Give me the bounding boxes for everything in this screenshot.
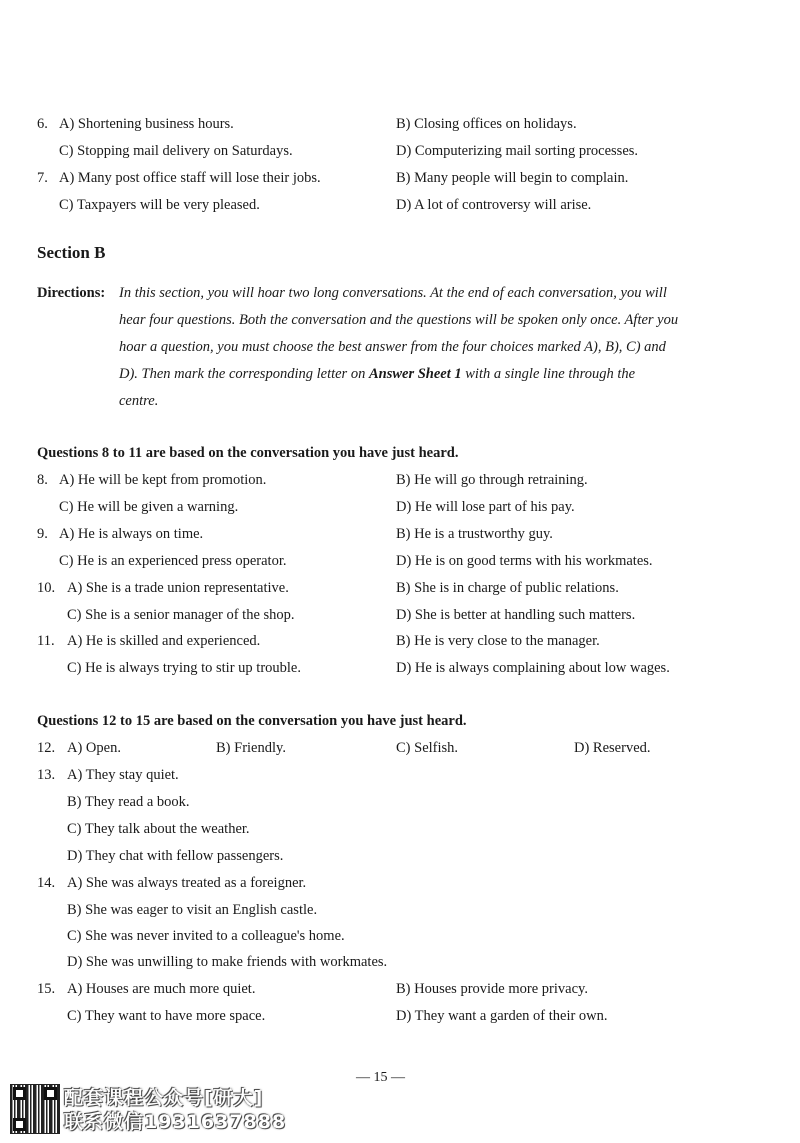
directions-text: hoar a question, you must choose the best answer from the four choices marked A), B), C) and — [119, 339, 666, 355]
question-number: 9. — [37, 526, 48, 542]
directions-text-post: with a single line through the — [461, 366, 636, 382]
directions-text-pre: D). Then mark the corresponding letter on — [119, 366, 369, 382]
option-d: D) He will lose part of his pay. — [396, 499, 575, 515]
option-b: B) Many people will begin to complain. — [396, 170, 629, 186]
option-c: C) She is a senior manager of the shop. — [67, 607, 295, 623]
option-c: C) She was never invited to a colleague's home. — [67, 928, 345, 944]
watermark-line: 联系微信1931637888 — [64, 1111, 287, 1133]
directions-text: In this section, you will hoar two long conversations. At the end of each conversation, you will — [119, 285, 667, 301]
option-d: D) She is better at handling such matters. — [396, 607, 636, 623]
option-b: B) She is in charge of public relations. — [396, 580, 619, 596]
option-d: D) Reserved. — [574, 740, 651, 756]
question-number: 11. — [37, 633, 55, 649]
directions-text — [119, 366, 635, 383]
option-b: B) He will go through retraining. — [396, 472, 588, 488]
section-title: Section B — [37, 243, 106, 262]
directions-text: centre. — [119, 393, 159, 409]
option-c: C) He will be given a warning. — [59, 499, 239, 515]
option-a: A) He is always on time. — [59, 526, 204, 542]
option-a: A) Shortening business hours. — [59, 116, 234, 132]
option-b: B) Friendly. — [216, 740, 286, 756]
option-c: C) They want to have more space. — [67, 1008, 266, 1024]
qr-code-icon — [10, 1084, 60, 1134]
answer-sheet-ref: Answer Sheet 1 — [368, 366, 462, 382]
option-d: D) They want a garden of their own. — [396, 1008, 608, 1024]
option-b: B) Houses provide more privacy. — [396, 981, 588, 997]
option-c: C) Stopping mail delivery on Saturdays. — [59, 143, 293, 159]
directions-text: hear four questions. Both the conversation and the questions will be spoken only once. After you — [119, 312, 679, 328]
option-a: A) He is skilled and experienced. — [67, 633, 261, 649]
question-number: 12. — [37, 740, 56, 756]
question-group-heading: Questions 8 to 11 are based on the conversation you have just heard. — [37, 445, 459, 461]
option-b: B) Closing offices on holidays. — [396, 116, 577, 132]
option-d: D) They chat with fellow passengers. — [67, 848, 284, 864]
question-group-heading: Questions 12 to 15 are based on the conversation you have just heard. — [37, 713, 467, 729]
option-c: C) Taxpayers will be very pleased. — [59, 197, 260, 213]
question-number: 13. — [37, 767, 56, 783]
option-c: C) Selfish. — [396, 740, 459, 756]
option-a: A) She was always treated as a foreigner. — [67, 875, 307, 891]
option-d: D) A lot of controversy will arise. — [396, 197, 592, 213]
option-d: D) He is always complaining about low wages. — [396, 660, 670, 676]
option-b: B) They read a book. — [67, 794, 190, 810]
question-number: 7. — [37, 170, 48, 186]
option-b: B) He is very close to the manager. — [396, 633, 600, 649]
page-number: — 15 — — [356, 1070, 405, 1085]
option-c: C) They talk about the weather. — [67, 821, 250, 837]
option-d: D) He is on good terms with his workmates. — [396, 553, 653, 569]
question-number: 10. — [37, 580, 56, 596]
watermark-line: 配套课程公众号[研大] — [64, 1087, 264, 1109]
option-d: D) Computerizing mail sorting processes. — [396, 143, 639, 159]
option-a: A) Many post office staff will lose their jobs. — [59, 170, 321, 186]
option-c: C) He is always trying to stir up trouble. — [67, 660, 301, 676]
question-number: 14. — [37, 875, 56, 891]
option-b: B) She was eager to visit an English castle. — [67, 902, 318, 918]
question-number: 15. — [37, 981, 56, 997]
option-d: D) She was unwilling to make friends with workmates. — [67, 954, 388, 970]
option-a: A) They stay quiet. — [67, 767, 179, 783]
question-number: 6. — [37, 116, 48, 132]
option-a: A) Open. — [67, 740, 121, 756]
option-b: B) He is a trustworthy guy. — [396, 526, 553, 542]
question-number: 8. — [37, 472, 48, 488]
option-a: A) Houses are much more quiet. — [67, 981, 256, 997]
option-c: C) He is an experienced press operator. — [59, 553, 287, 569]
option-a: A) He will be kept from promotion. — [59, 472, 267, 488]
directions-label: Directions: — [37, 285, 106, 301]
option-a: A) She is a trade union representative. — [67, 580, 289, 596]
